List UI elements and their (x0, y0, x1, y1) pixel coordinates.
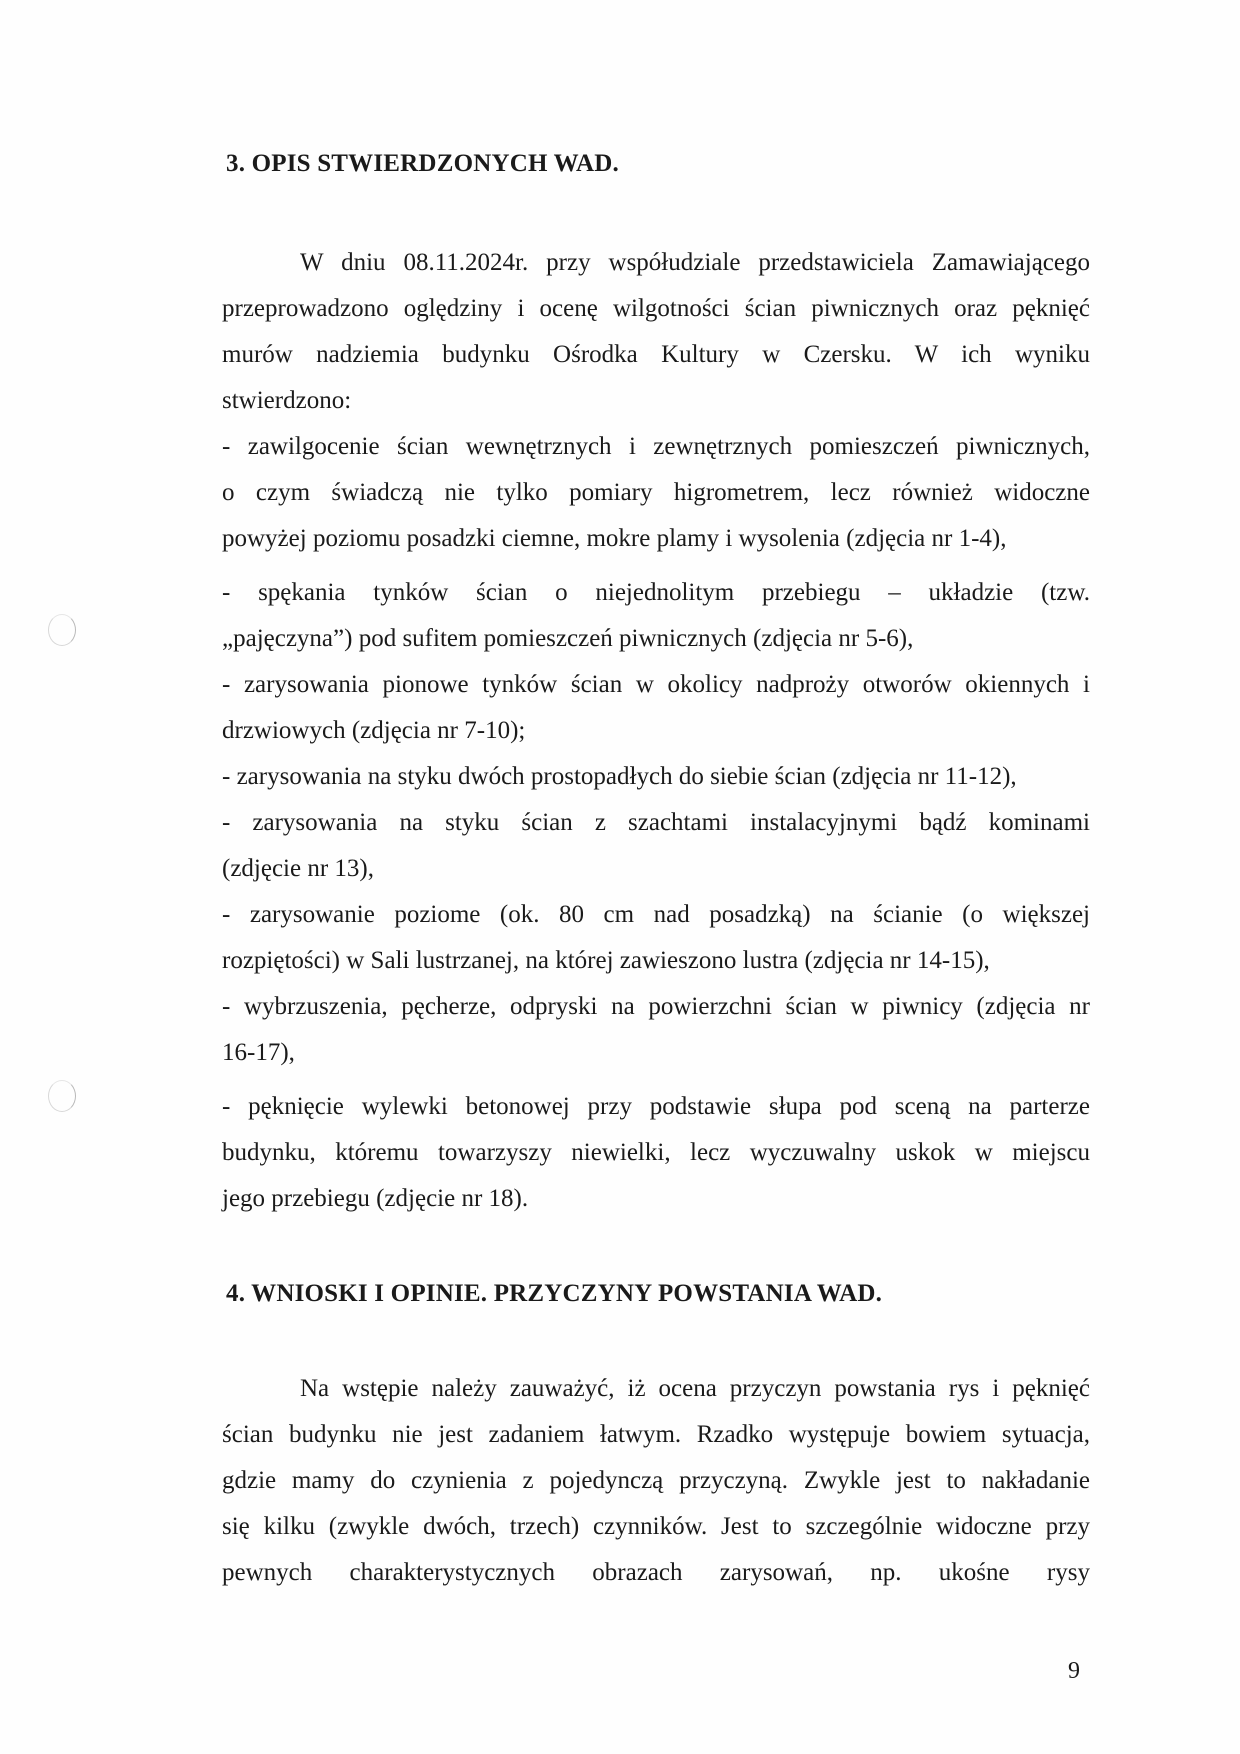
finding-line: drzwiowych (zdjęcia nr 7-10); (222, 717, 526, 744)
paragraph-line: Na wstępie należy zauważyć, iż ocena przyczyn powstania rys i pęknięć (300, 1375, 1090, 1402)
finding-line: powyżej poziomu posadzki ciemne, mokre plamy i wysolenia (zdjęcia nr 1-4), (222, 525, 1007, 552)
paragraph-line: W dniu 08.11.2024r. przy współudziale przedstawiciela Zamawiającego (300, 249, 1090, 276)
finding-line: jego przebiegu (zdjęcie nr 18). (222, 1185, 529, 1212)
finding-line: budynku, któremu towarzyszy niewielki, lecz wyczuwalny uskok w miejscu (222, 1139, 1090, 1166)
paragraph-line: gdzie mamy do czynienia z pojedynczą przyczyną. Zwykle jest to nakładanie (222, 1467, 1090, 1494)
finding-line: - spękania tynków ścian o niejednolitym przebiegu – układzie (tzw. (222, 579, 1090, 606)
section-3-heading: 3. OPIS STWIERDZONYCH WAD. (226, 150, 620, 177)
finding-line: - zarysowanie poziome (ok. 80 cm nad posadzką) na ścianie (o większej (222, 901, 1090, 928)
finding-line: - zarysowania na styku ścian z szachtami instalacyjnymi bądź kominami (222, 809, 1090, 836)
finding-line: - wybrzuszenia, pęcherze, odpryski na powierzchni ścian w piwnicy (zdjęcia nr (222, 993, 1090, 1020)
finding-line: - pęknięcie wylewki betonowej przy podstawie słupa pod sceną na parterze (222, 1093, 1090, 1120)
finding-line: (zdjęcie nr 13), (222, 855, 375, 882)
paragraph-line: się kilku (zwykle dwóch, trzech) czynników. Jest to szczególnie widoczne przy (222, 1513, 1090, 1540)
paragraph-line: stwierdzono: (222, 387, 352, 414)
paragraph-line: ścian budynku nie jest zadaniem łatwym. Rzadko występuje bowiem sytuacja, (222, 1421, 1090, 1448)
punch-hole-bottom (48, 1080, 76, 1112)
finding-line: „pajęczyna”) pod sufitem pomieszczeń piwnicznych (zdjęcia nr 5-6), (222, 625, 914, 652)
paragraph-line: pewnych charakterystycznych obrazach zarysowań, np. ukośne rysy (222, 1559, 1090, 1586)
paragraph-line: przeprowadzono oględziny i ocenę wilgotności ścian piwnicznych oraz pęknięć (222, 295, 1090, 322)
page-number: 9 (1068, 1658, 1080, 1684)
punch-hole-top (48, 614, 76, 646)
finding-line: - zawilgocenie ścian wewnętrznych i zewnętrznych pomieszczeń piwnicznych, (222, 433, 1090, 460)
finding-line: 16-17), (222, 1039, 295, 1066)
paragraph-line: murów nadziemia budynku Ośrodka Kultury w Czersku. W ich wyniku (222, 341, 1090, 368)
finding-line: o czym świadczą nie tylko pomiary higrometrem, lecz również widoczne (222, 479, 1090, 506)
finding-line: - zarysowania pionowe tynków ścian w okolicy nadproży otworów okiennych i (222, 671, 1090, 698)
finding-line: - zarysowania na styku dwóch prostopadłych do siebie ścian (zdjęcia nr 11-12), (222, 763, 1017, 790)
section-4-heading: 4. WNIOSKI I OPINIE. PRZYCZYNY POWSTANIA WAD. (226, 1280, 883, 1307)
finding-line: rozpiętości) w Sali lustrzanej, na której zawieszono lustra (zdjęcia nr 14-15), (222, 947, 990, 974)
